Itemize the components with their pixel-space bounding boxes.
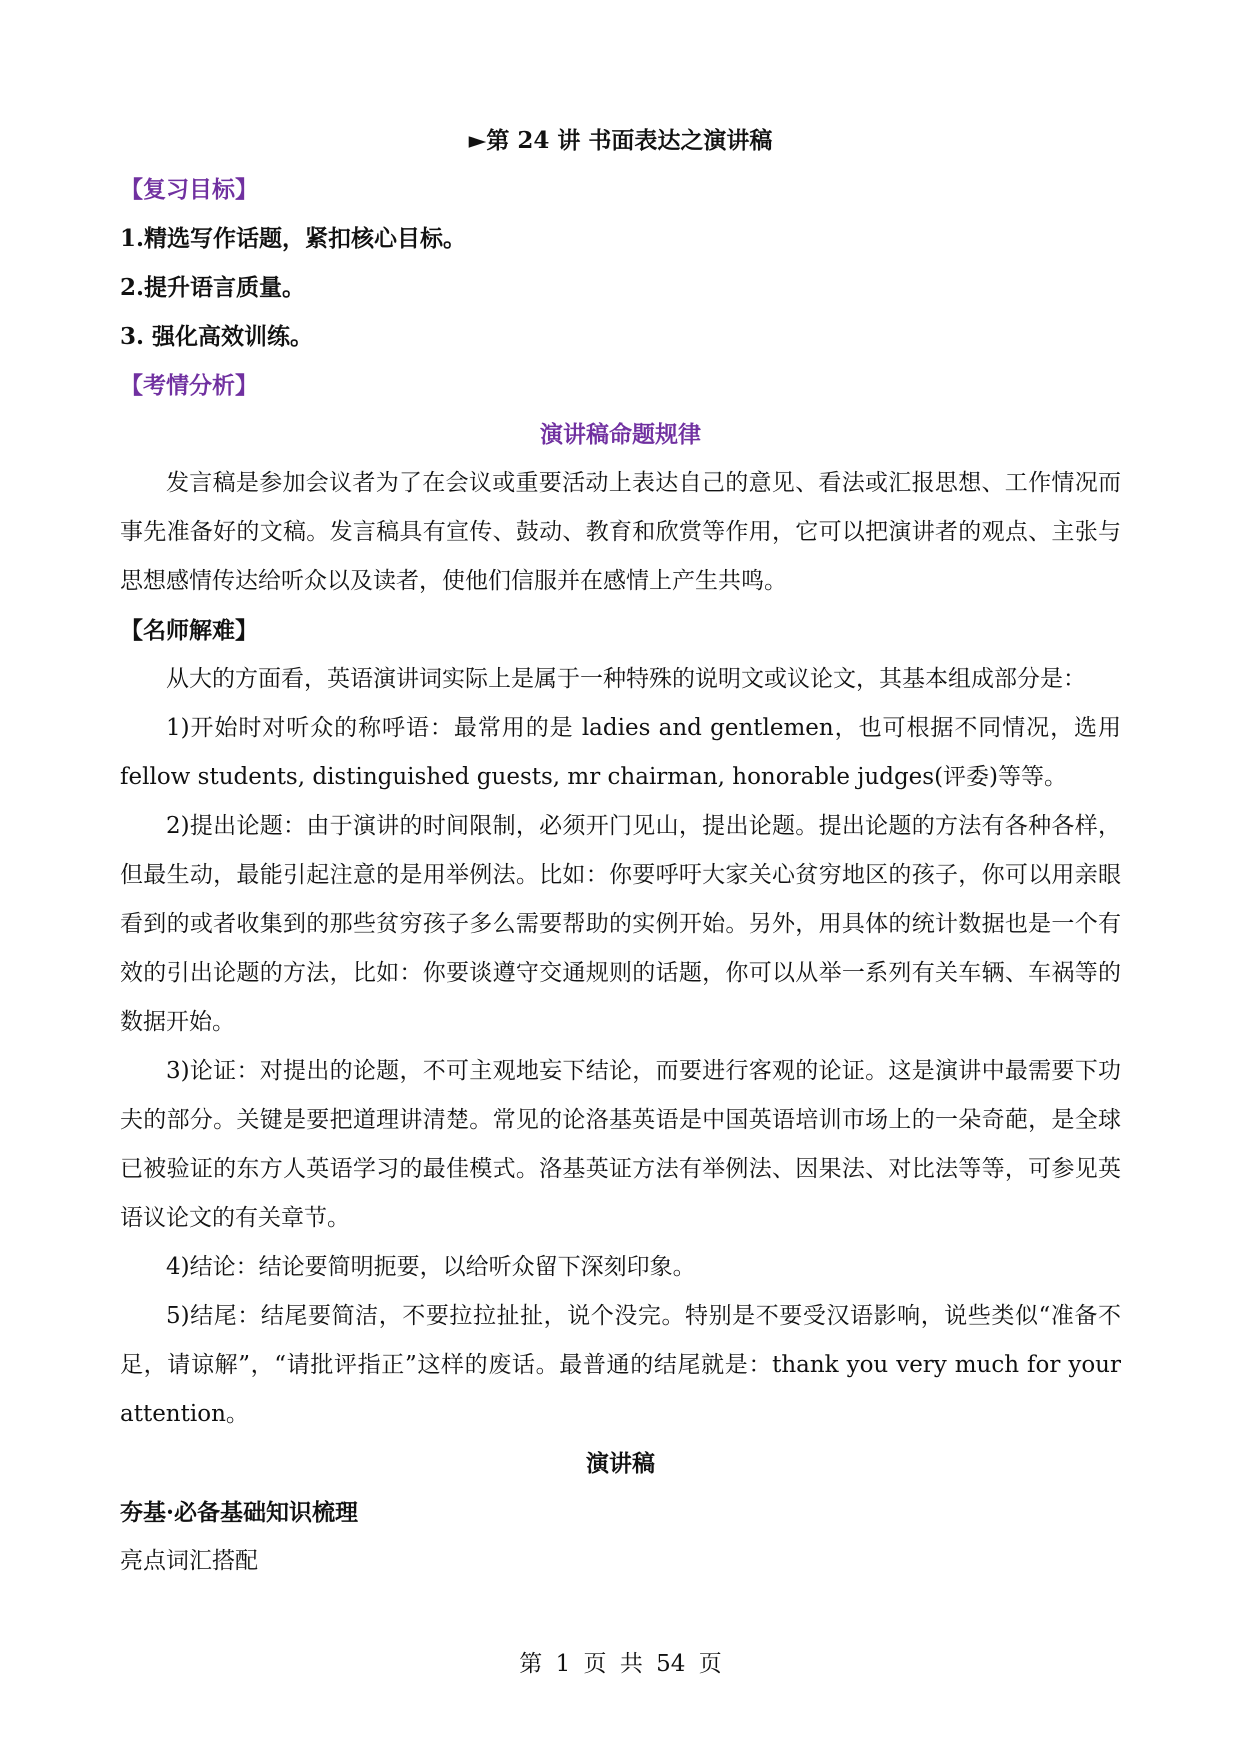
foundation-heading: 夯基·必备基础知识梳理 [120,1499,359,1526]
analysis-subtitle: 演讲稿命题规律 [540,421,701,448]
review-goal-item: 3. 强化高效训练。 [120,323,314,350]
analysis-heading: 【考情分析】 [120,372,258,399]
speech-subtitle: 演讲稿 [586,1450,655,1477]
analysis-paragraph: 发言稿是参加会议者为了在会议或重要活动上表达自己的意见、看法或汇报思想、工作情况而事先准备好的文稿。发言稿具有宣传、鼓动、教育和欣赏等作用，它可以把演讲者的观点、主张与思想感情传达给听众以及读者，使他们信服并在感情上产生共鸣。 [120,470,1121,594]
teacher-paragraph: 从大的方面看，英语演讲词实际上是属于一种特殊的说明文或议论文，其基本组成部分是： [166,666,1086,692]
teacher-paragraph: 5)结尾：结尾要简洁，不要拉拉扯扯，说个没完。特别是不要受汉语影响，说些类似“准备不足，请谅解”，“请批评指正”这样的废话。最普通的结尾就是：thank you very much for your attention。 [120,1303,1121,1427]
teacher-paragraph: 4)结论：结论要简明扼要，以给听众留下深刻印象。 [166,1254,696,1280]
review-goal-item: 1.精选写作话题，紧扣核心目标。 [120,225,467,252]
review-goals-heading: 【复习目标】 [120,176,258,203]
teacher-paragraph: 2)提出论题：由于演讲的时间限制，必须开门见山，提出论题。提出论题的方法有各种各样，但最生动，最能引起注意的是用举例法。比如：你要呼吁大家关心贫穷地区的孩子，你可以用亲眼看到的或者收集到的那些贫穷孩子多么需要帮助的实例开始。另外，用具体的统计数据也是一个有效的引出论题的方法，比如：你要谈遵守交通规则的话题，你可以从举一系列有关车辆、车祸等的数据开始。 [120,813,1121,1035]
review-goal-item: 2.提升语言质量。 [120,274,306,301]
page-title: ►第 24 讲 书面表达之演讲稿 [468,127,773,154]
teacher-paragraph: 1)开始时对听众的称呼语：最常用的是 ladies and gentlemen，也可根据不同情况，选用 fellow students, distinguished guests, mr chairman, honorable judges(评委)等等。 [120,715,1121,790]
vocab-heading: 亮点词汇搭配 [120,1548,258,1574]
teacher-heading: 【名师解难】 [120,617,258,644]
teacher-paragraph: 3)论证：对提出的论题，不可主观地妄下结论，而要进行客观的论证。这是演讲中最需要下功夫的部分。关键是要把道理讲清楚。常见的论洛基英语是中国英语培训市场上的一朵奇葩，是全球已被验证的东方人英语学习的最佳模式。洛基英证方法有举例法、因果法、对比法等等，可参见英语议论文的有关章节。 [120,1058,1121,1231]
page-footer: 第 1 页 共 54 页 [519,1651,722,1677]
